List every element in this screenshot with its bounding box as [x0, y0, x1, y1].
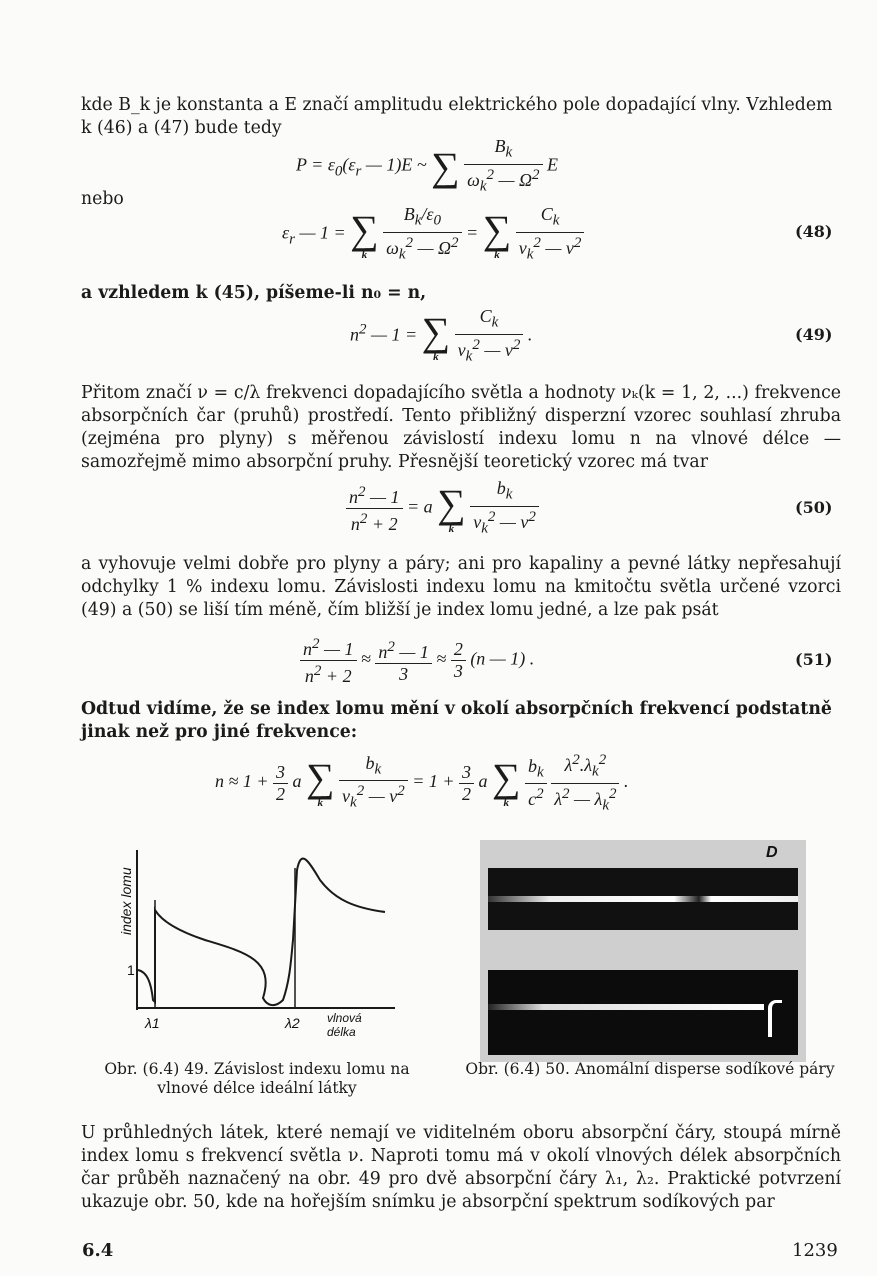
paragraph-3: Přitom značí ν = c/λ frekvenci dopadajícího světla a hodnoty νₖ(k = 1, 2, ...) frekvence absorpčních čar (pruhů) prostředí. Tento přibližný disperzní vzorec souhlasí zhruba (zejména pro plyny) s měřenou závislostí indexu lomu n na vlnové délce — samozřejmě mimo absorpční pruhy. Přesnější teoretický vzorec má tvar — [81, 383, 841, 472]
equation-p: $P = \varepsilon_0(\varepsilon_r$ — 1)E ~ ∑ $\frac{B_k}{\omega_k^2 — \Omega^2}$ E — [296, 136, 558, 197]
equation-49: $n^2$ — 1 = ∑ k $\frac{C_k}{\nu_k^2 — \nu^2}$ . — [350, 306, 532, 367]
paragraph-1-text: kde B_k je konstanta a E značí amplitudu elektrického pole dopadající vlny. Vzhledem k (46) a (47) bude tedy — [81, 95, 833, 138]
equation-number-51: (51) — [795, 650, 833, 669]
section-number: 6.4 — [82, 1240, 114, 1261]
equation-50: $\frac{n^2 — 1}{n^2 + 2}$ = a ∑ k $\frac{b_k}{\nu_k^2 — \nu^2}$ — [346, 478, 539, 539]
paragraph-5: Odtud vidíme, že se index lomu mění v okolí absorpčních frekvencí podstatně jinak než pro jiné frekvence: — [81, 699, 832, 742]
equation-51: $\frac{n^2 — 1}{n^2 + 2}$ ≈ $\frac{n^2 — 1}{3}$ ≈ $\frac{2}{3}$ (n — 1) . — [300, 634, 534, 687]
paragraph-4: a vyhovuje velmi dobře pro plyny a páry; ani pro kapaliny a pevné látky nepřesahují odchylky 1 % indexu lomu. Závislosti indexu lomu na kmitočtu světla určené vzorci (49) a (50) se liší tím méně, čím bližší je index lomu jedné, a lze pak psát — [81, 554, 841, 620]
equation-dispersion: n ≈ 1 + $\frac{3}{2}$ a ∑ k $\frac{b_k}{\nu_k^2 — \nu^2}$ = 1 + $\frac{3}{2}$ a ∑ k $\frac{b_k}{c^2}$ $\frac{\lambda^2.\lambda_k^2}{\lambda^2 — \lambda_k^2}$ . — [215, 750, 628, 816]
spectrum-upper — [488, 868, 798, 930]
label-lambda1: λ1 — [145, 1015, 160, 1031]
ylabel-index-lomu: index lomu — [118, 867, 134, 935]
paragraph-2: a vzhledem k (45), píšeme-li n₀ = n, — [81, 283, 427, 303]
label-one: 1 — [127, 962, 135, 978]
spectrum-lower — [488, 970, 798, 1055]
page-number: 1239 — [792, 1240, 838, 1261]
equation-48: $\varepsilon_r$ — 1 = ∑ k $\frac{B_k/\varepsilon_0}{\omega_k^2 — \Omega^2}$ = ∑ k $\frac{C_k}{\nu_k^2 — \nu^2}$ — [282, 204, 584, 265]
figure-50-marker: D — [766, 844, 778, 861]
equation-number-49: (49) — [795, 325, 833, 344]
paragraph-1 — [81, 94, 841, 140]
figure-49-graph — [95, 840, 405, 1050]
figure-49-caption: Obr. (6.4) 49. Závislost indexu lomu na vlnové délce ideální látky — [104, 1060, 410, 1097]
equation-number-50: (50) — [795, 498, 833, 517]
label-lambda2: λ2 — [285, 1015, 300, 1031]
xlabel-delka: délka — [327, 1025, 356, 1039]
xlabel-vlnova: vlnová — [327, 1011, 362, 1025]
figure-50-photo — [480, 840, 806, 1062]
figure-50-caption: Obr. (6.4) 50. Anomální disperse sodíkové páry — [465, 1060, 835, 1078]
nebo-word: nebo — [81, 189, 124, 209]
equation-number-48: (48) — [795, 222, 833, 241]
dispersion-curve — [138, 859, 385, 1006]
paragraph-6: U průhledných látek, které nemají ve viditelném oboru absorpční čáry, stoupá mírně index lomu s frekvencí světla ν. Naproti tomu má v okolí vlnových délek absorpčních čar průběh naznačený na obr. 49 pro dvě absorpční čáry λ₁, λ₂. Praktické potvrzení ukazuje obr. 50, kde na hořejším snímku je absorpční spektrum sodíkových par — [81, 1123, 841, 1212]
